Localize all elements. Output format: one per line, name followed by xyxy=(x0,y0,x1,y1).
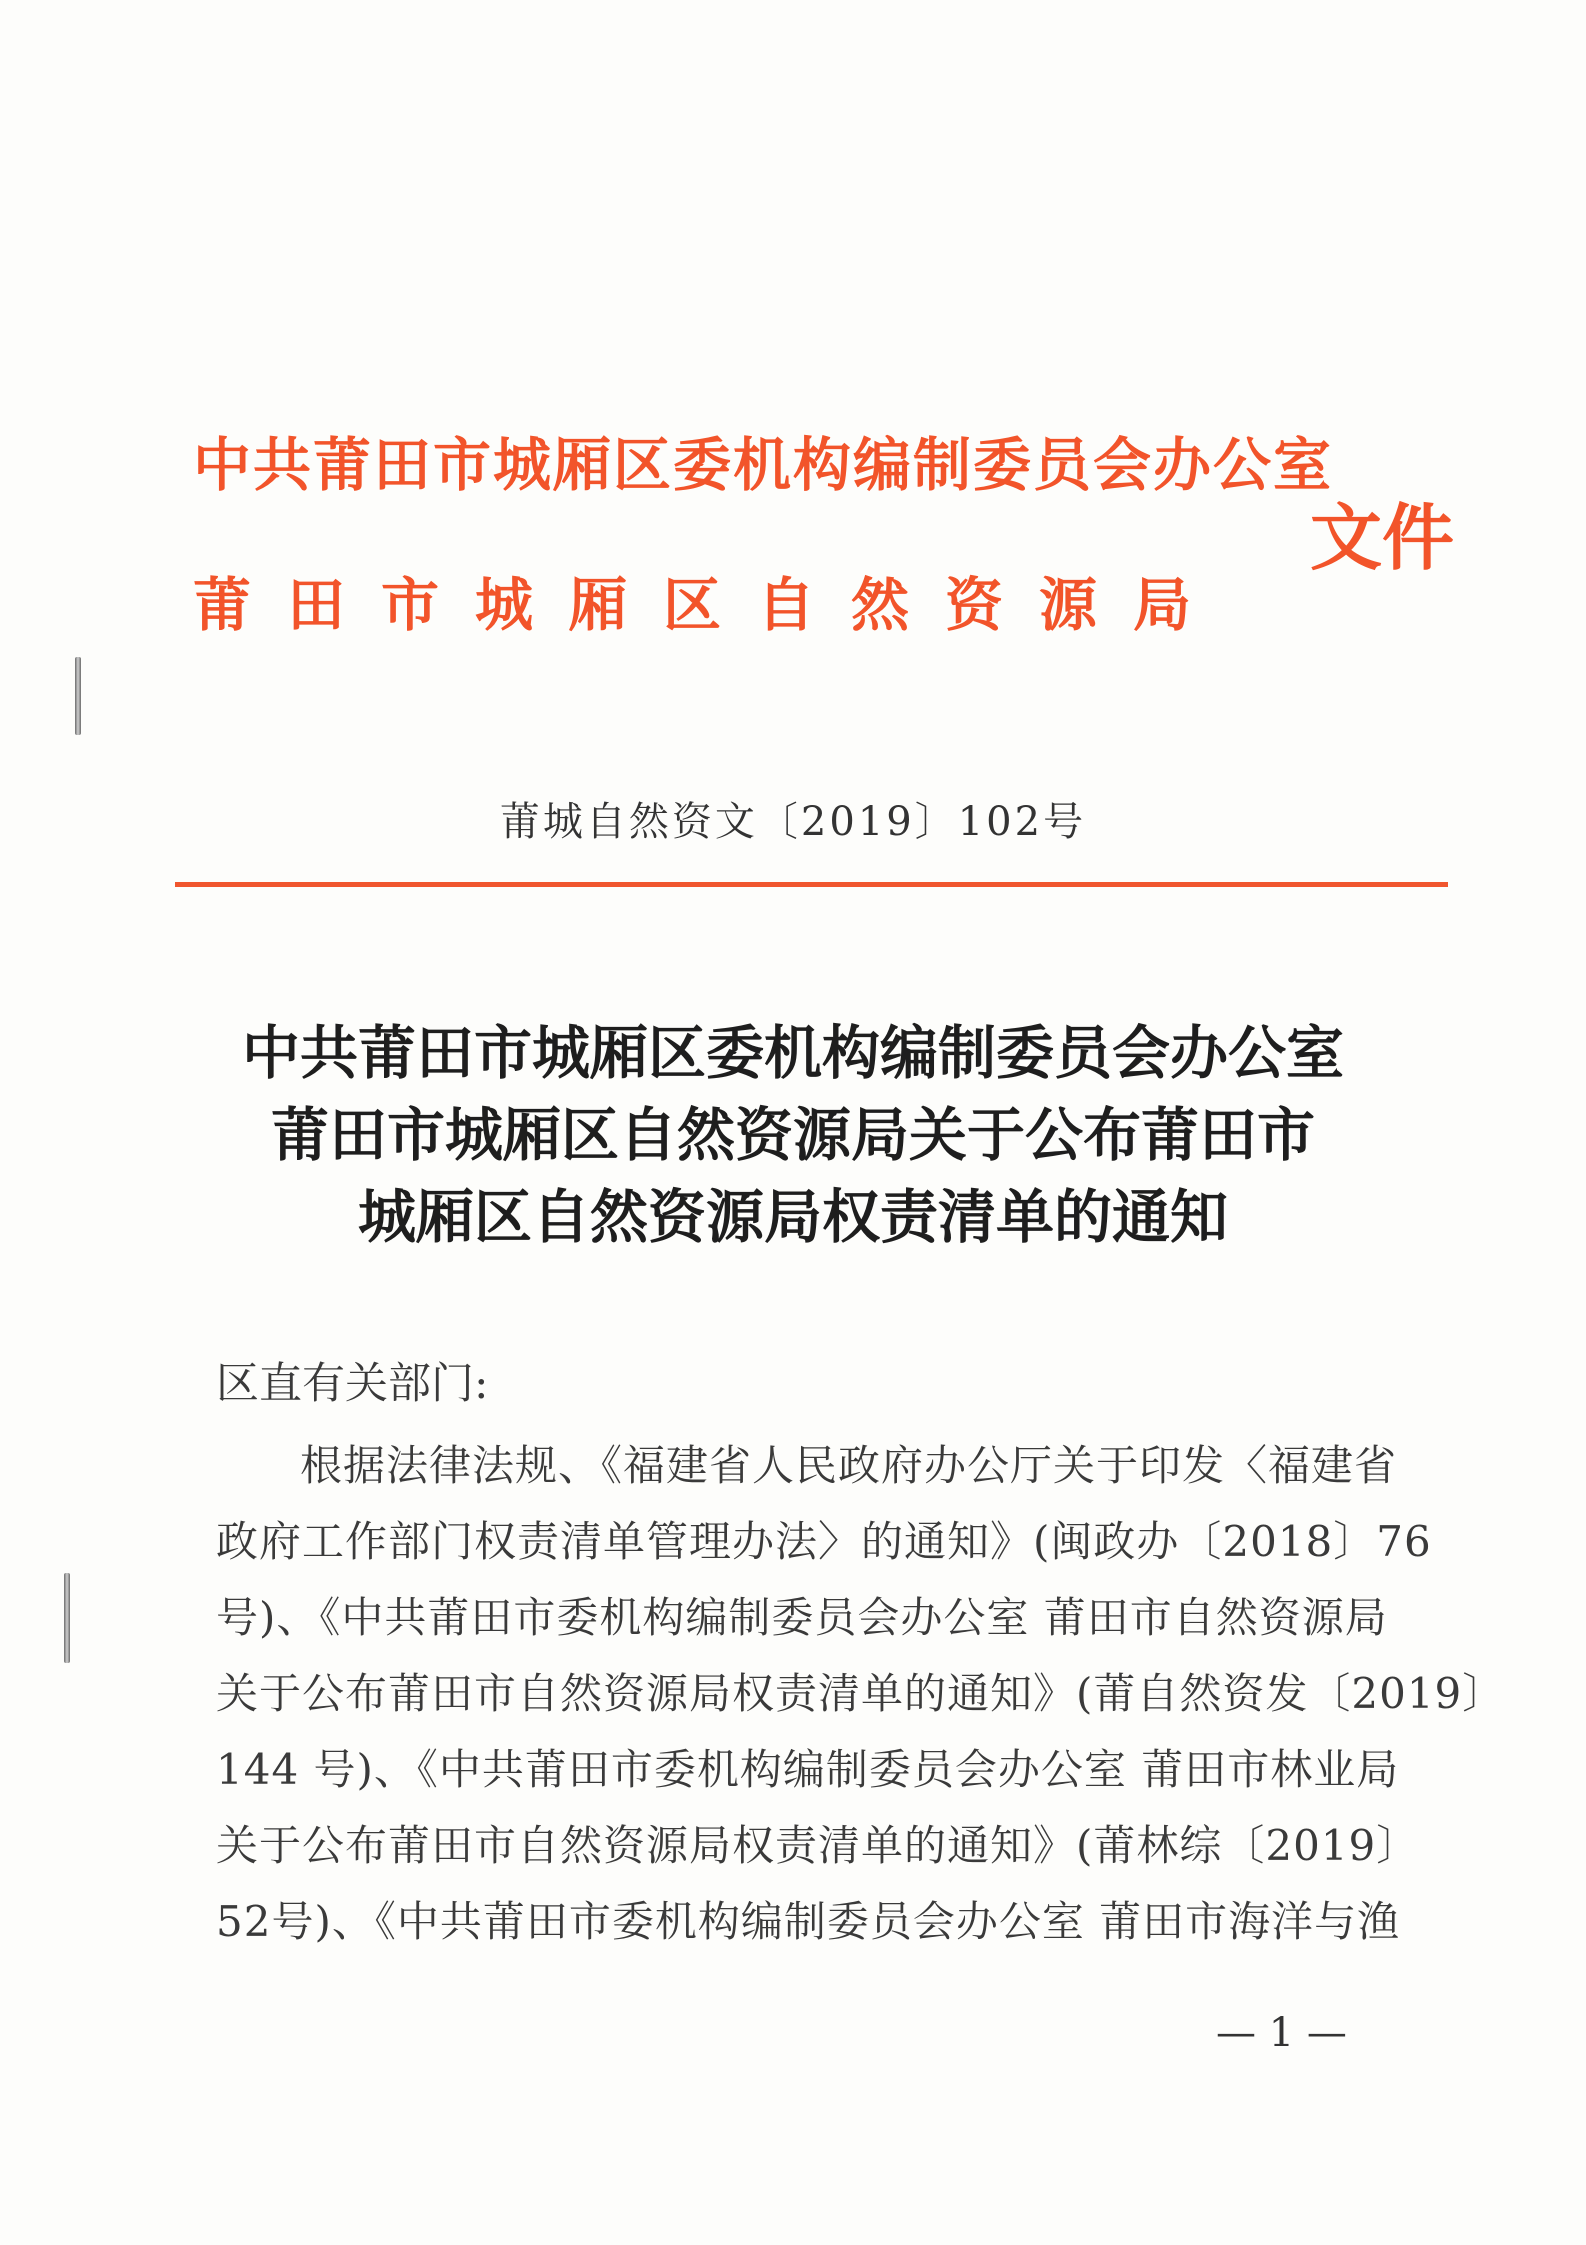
body-line-1: 根据法律法规、《福建省人民政府办公厅关于印发〈福建省 xyxy=(300,1441,1398,1490)
issuing-org-line-1: 中共莆田市城厢区委机构编制委员会办公室 xyxy=(193,431,1334,499)
page-number: — 1 — xyxy=(1216,2010,1347,2056)
body-text xyxy=(216,1428,1506,1960)
body-line-2: 政府工作部门权责清单管理办法〉的通知》(闽政办〔2018〕76 xyxy=(216,1517,1432,1566)
issuing-org-line-2: 莆田市城厢区自然资源局 xyxy=(193,571,1228,639)
document-word: 文件 xyxy=(1310,495,1455,580)
staple-mark-bottom xyxy=(64,1573,70,1663)
staple-mark-top xyxy=(75,657,81,735)
body-line-3: 号)、《中共莆田市委机构编制委员会办公室 莆田市自然资源局 xyxy=(216,1593,1388,1642)
body-line-5: 144 号)、《中共莆田市委机构编制委员会办公室 莆田市林业局 xyxy=(216,1745,1400,1794)
red-divider-line xyxy=(175,882,1448,887)
body-line-4: 关于公布莆田市自然资源局权责清单的通知》(莆自然资发〔2019〕 xyxy=(216,1669,1506,1718)
title-line-1: 中共莆田市城厢区委机构编制委员会办公室 xyxy=(241,1019,1344,1087)
title-line-2: 莆田市城厢区自然资源局关于公布莆田市 xyxy=(270,1101,1315,1169)
body-line-6: 关于公布莆田市自然资源局权责清单的通知》(莆林综〔2019〕 xyxy=(216,1821,1420,1870)
document-number: 莆城自然资文〔2019〕102号 xyxy=(499,799,1087,845)
title-line-3: 城厢区自然资源局权责清单的通知 xyxy=(357,1183,1228,1251)
body-line-7: 52号)、《中共莆田市委机构编制委员会办公室 莆田市海洋与渔 xyxy=(216,1897,1401,1946)
salutation: 区直有关部门: xyxy=(216,1359,489,1409)
document-title xyxy=(0,1012,1586,1258)
